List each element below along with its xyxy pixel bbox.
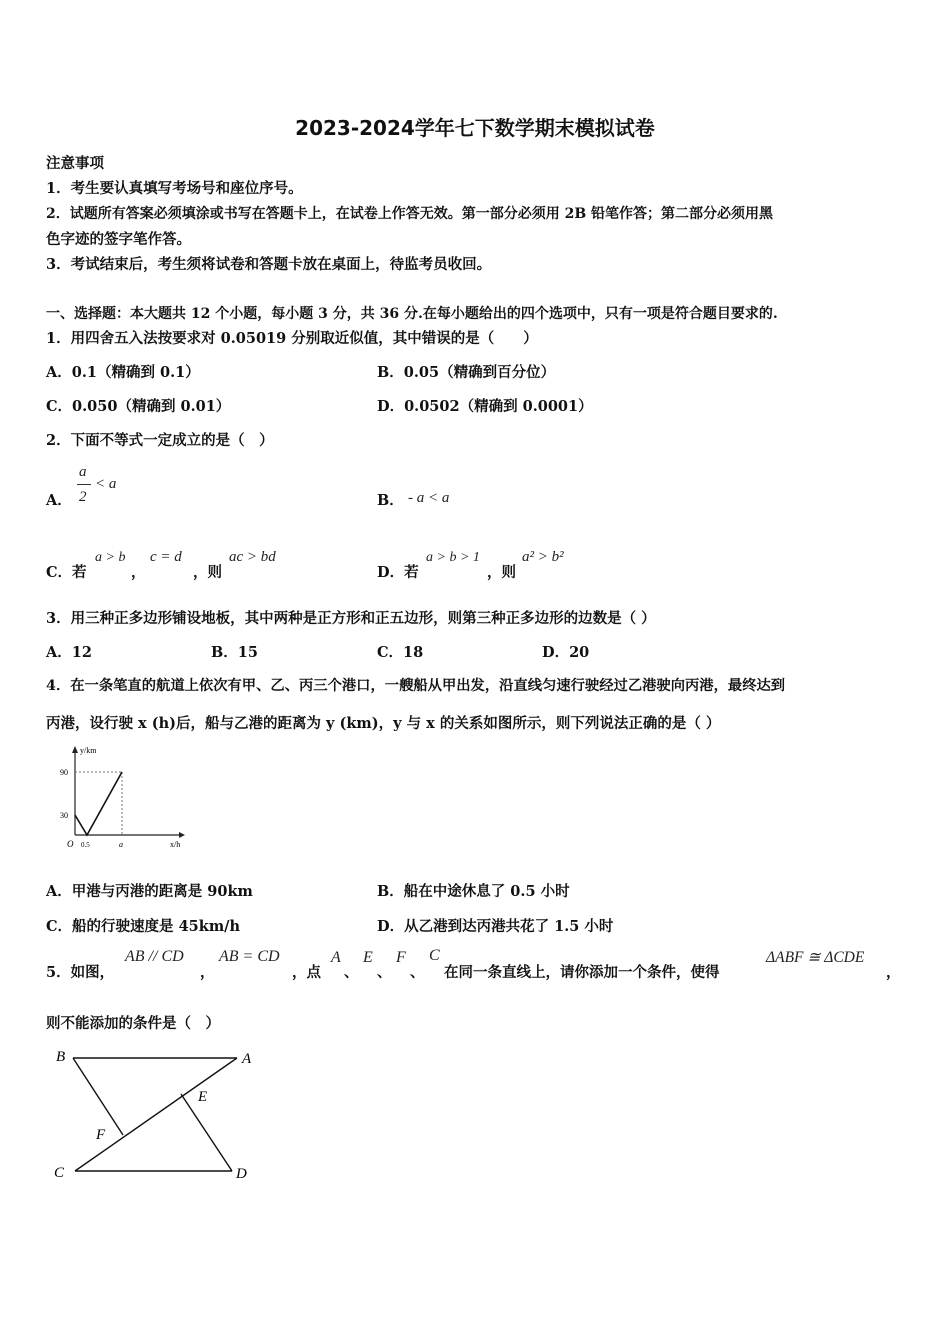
segment-de: [181, 1094, 232, 1171]
distance-time-graph: [55, 743, 185, 855]
q5-line2: 则不能添加的条件是（ ）: [46, 1015, 220, 1032]
q2-d-concl: a² > b²: [522, 549, 564, 565]
segment-bf: [73, 1058, 123, 1135]
y-axis-label: y/km: [80, 746, 97, 755]
q2-option-c-label: C．若: [46, 564, 87, 581]
notice-heading: 注意事项: [46, 155, 104, 172]
notice-item-1: 1．考生要认真填写考场号和座位序号。: [46, 180, 303, 197]
q3-option-d: D．20: [542, 644, 590, 661]
q2-c-then: ，则: [193, 564, 222, 581]
y-tick-30: 30: [60, 811, 68, 820]
q3-option-a: A．12: [46, 644, 92, 661]
q2-c-concl: ac > bd: [229, 549, 276, 565]
label-b: B: [56, 1049, 66, 1065]
q4-option-c: C．船的行驶速度是 45km/h: [46, 918, 240, 935]
q2-a-numerator: a: [79, 464, 87, 480]
q5-point-f: F: [396, 949, 406, 966]
notice-item-2a: 2．试题所有答案必须填涂或书写在答题卡上，在试卷上作答无效。第一部分必须用 2B 铅笔作答；第二部分必须用黑: [46, 206, 774, 222]
q5-dun1: 、: [344, 964, 359, 981]
q4-stem-line1: 4．在一条笔直的航道上依次有甲、乙、丙三个港口，一艘船从甲出发，沿直线匀速行驶经过乙港驶向丙港，最终达到: [46, 678, 786, 694]
q1-stem: 1．用四舍五入法按要求对 0.05019 分别取近似值，其中错误的是（ ）: [46, 330, 538, 347]
q5-point-word: ，点: [292, 964, 321, 981]
fraction-bar: [77, 484, 91, 485]
q2-c-cond2: c = d: [150, 549, 182, 565]
q2-d-then: ，则: [487, 564, 516, 581]
q5-lead: 5．如图，: [46, 964, 115, 981]
y-tick-90: 90: [60, 768, 68, 777]
label-e: E: [198, 1089, 208, 1105]
q4-option-a: A．甲港与丙港的距离是 90km: [46, 883, 253, 900]
q4-option-b: B．船在中途休息了 0.5 小时: [377, 883, 570, 900]
q1-option-b: B．0.05（精确到百分位）: [377, 364, 556, 381]
q5-end: ，: [886, 964, 901, 981]
q5-point-a: A: [331, 949, 341, 966]
q4-option-d: D．从乙港到达丙港共花了 1.5 小时: [377, 918, 614, 935]
segment-ac: [75, 1058, 237, 1171]
q3-option-b: B．15: [211, 644, 258, 661]
x-tick-a: a: [119, 840, 123, 849]
q2-a-denominator: 2: [79, 489, 87, 505]
notice-item-2b: 色字迹的签字笔作答。: [46, 231, 191, 248]
q5-mid-text: 在同一条直线上，请你添加一个条件，使得: [444, 964, 720, 981]
q5-cond-equal: AB = CD: [219, 948, 280, 965]
label-d: D: [236, 1166, 247, 1182]
x-axis-arrow: [179, 832, 185, 838]
q5-point-c: C: [429, 947, 440, 964]
q5-dun3: 、: [410, 964, 425, 981]
q3-stem: 3．用三种正多边形铺设地板，其中两种是正方形和正五边形，则第三种正多边形的边数是（ ）: [46, 610, 656, 627]
graph-line: [75, 772, 122, 835]
q1-option-d: D．0.0502（精确到 0.0001）: [377, 398, 593, 415]
section-heading: 一、选择题：本大题共 12 个小题，每小题 3 分，共 36 分.在每小题给出的四个选项中，只有一项是符合题目要求的.: [46, 306, 778, 322]
q2-a-rest: < a: [95, 476, 117, 492]
q3-option-c: C．18: [377, 644, 424, 661]
q5-sep: ，: [200, 964, 215, 981]
origin-label: O: [67, 839, 74, 849]
q4-stem-line2: 丙港，设行驶 x (h)后，船与乙港的距离为 y (km)，y 与 x 的关系如图所示，则下列说法正确的是（ ）: [46, 715, 721, 732]
x-tick-0-5: 0.5: [81, 841, 90, 849]
notice-item-3: 3．考试结束后，考生须将试卷和答题卡放在桌面上，待监考员收回。: [46, 256, 492, 273]
q2-option-d-label: D．若: [377, 564, 419, 581]
q2-d-cond: a > b > 1: [426, 550, 480, 565]
q2-c-cond1: a > b: [95, 550, 126, 565]
q5-congruence: ΔABF ≅ ΔCDE: [766, 949, 865, 966]
geometry-figure: [50, 1043, 260, 1185]
q1-option-a: A．0.1（精确到 0.1）: [46, 364, 200, 381]
label-a: A: [242, 1051, 252, 1067]
q5-point-e: E: [363, 949, 373, 966]
q2-option-b-label: B．: [377, 492, 404, 509]
q2-c-sep: ，: [131, 564, 146, 581]
q1-option-c: C．0.050（精确到 0.01）: [46, 398, 231, 415]
label-f: F: [96, 1127, 106, 1143]
label-c: C: [54, 1165, 65, 1181]
q2-option-a-label: A．: [46, 492, 72, 509]
q2-stem: 2．下面不等式一定成立的是（ ）: [46, 432, 274, 449]
page-title: 2023-2024学年七下数学期末模拟试卷: [295, 116, 655, 140]
y-axis-arrow: [72, 746, 78, 753]
q5-dun2: 、: [377, 964, 392, 981]
q5-cond-parallel: AB // CD: [125, 948, 184, 965]
x-axis-label: x/h: [170, 840, 181, 849]
q2-option-b-math: - a < a: [408, 490, 450, 506]
